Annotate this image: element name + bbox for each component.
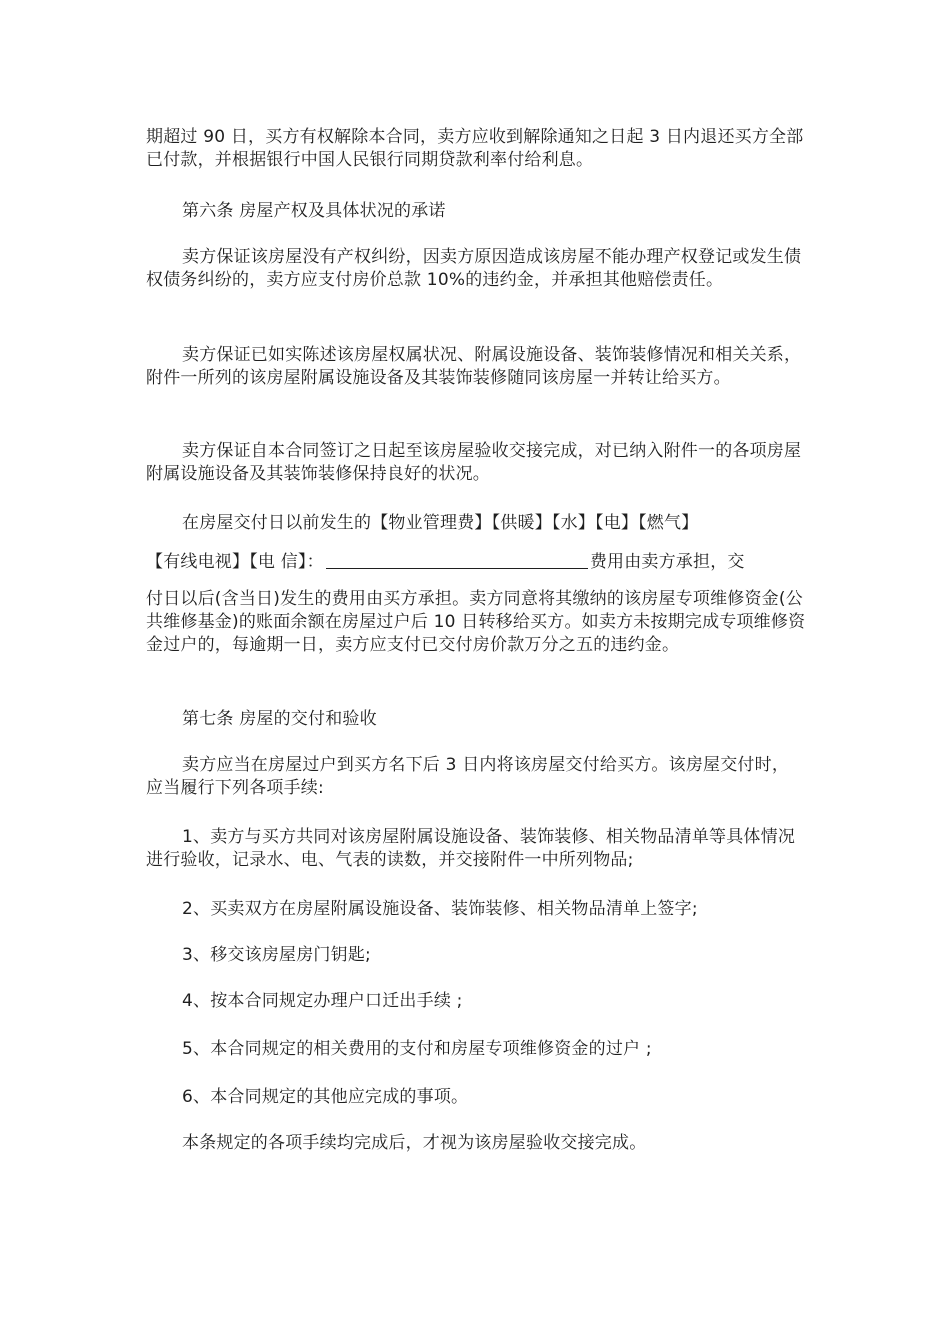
fees-items-text: 【有线电视】【电 信】： — [146, 552, 324, 572]
heading-article-seven: 第七条 房屋的交付和验收 — [182, 709, 377, 729]
paragraph-fees-line2 — [146, 550, 806, 574]
list-item-5: 5、本合同规定的相关费用的支付和房屋专项维修资金的过户 ; — [182, 1039, 652, 1059]
fill-in-blank — [326, 550, 588, 569]
list-item-2: 2、买卖双方在房屋附属设施设备、装饰装修、相关物品清单上签字; — [182, 899, 698, 919]
paragraph-overdue-termination: 期超过 90 日，买方有权解除本合同，卖方应收到解除通知之日起 3 日内退还买方全部已付款，并根据银行中国人民银行同期贷款利率付给利息。 — [146, 127, 804, 170]
paragraph-truthful-statement: 卖方保证已如实陈述该房屋权属状况、附属设施设备、装饰装修情况和相关关系，附件一所列的该房屋附属设施设备及其装饰装修随同该房屋一并转让给买方。 — [146, 345, 802, 388]
paragraph-no-title-dispute: 卖方保证该房屋没有产权纠纷，因卖方原因造成该房屋不能办理产权登记或发生债权债务纠纷的，卖方应支付房价总款 10%的违约金，并承担其他赔偿责任。 — [146, 247, 802, 290]
paragraph-delivery-procedures: 卖方应当在房屋过户到买方名下后 3 日内将该房屋交付给买方。该房屋交付时，应当履行下列各项手续: — [146, 755, 790, 798]
paragraph-maintain-condition: 卖方保证自本合同签订之日起至该房屋验收交接完成，对已纳入附件一的各项房屋附属设施设备及其装饰装修保持良好的状况。 — [146, 441, 802, 484]
list-item-3: 3、移交该房屋房门钥匙; — [182, 945, 371, 965]
paragraph-fees-rest: 付日以后(含当日)发生的费用由买方承担。卖方同意将其缴纳的该房屋专项维修资金(公共维修基金)的账面余额在房屋过户后 10 日转移给买方。如卖方未按期完成专项维修资金过户的，每逾期一日，卖方应支付已交付房价款万分之五的违约金。 — [146, 589, 806, 655]
heading-article-six: 第六条 房屋产权及具体状况的承诺 — [182, 201, 446, 221]
paragraph-fees-line1: 在房屋交付日以前发生的【物业管理费】【供暖】【水】【电】【燃气】 — [182, 513, 699, 533]
list-item-6: 6、本合同规定的其他应完成的事项。 — [182, 1087, 469, 1107]
list-item-4: 4、按本合同规定办理户口迁出手续 ; — [182, 991, 463, 1011]
paragraph-completion: 本条规定的各项手续均完成后，才视为该房屋验收交接完成。 — [182, 1133, 647, 1153]
fees-seller-bears-text: 费用由卖方承担，交 — [589, 552, 745, 572]
list-item-1: 1、卖方与买方共同对该房屋附属设施设备、装饰装修、相关物品清单等具体情况进行验收，记录水、电、气表的读数，并交接附件一中所列物品; — [146, 827, 796, 870]
